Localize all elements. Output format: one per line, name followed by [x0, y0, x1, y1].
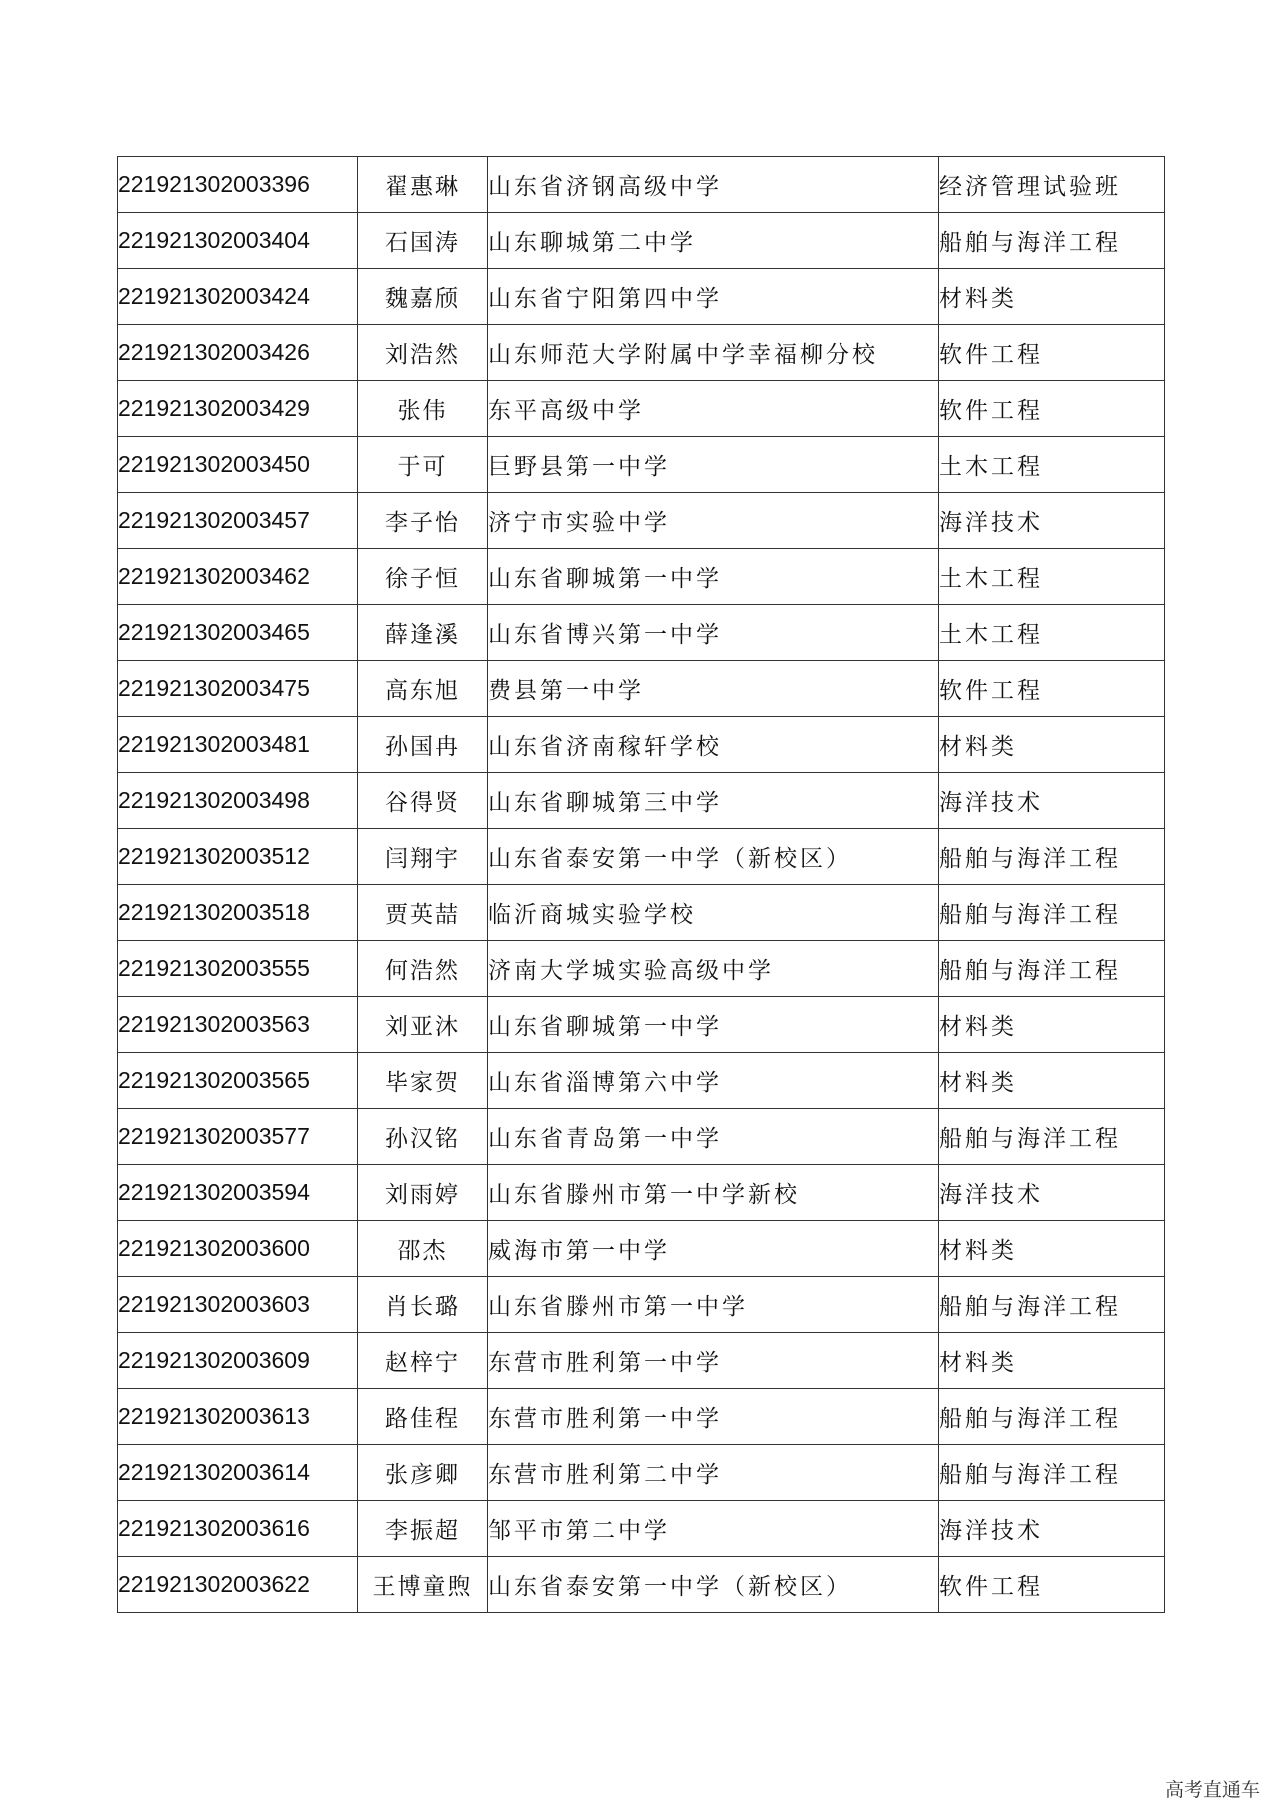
candidate-id-cell: 221921302003609	[118, 1333, 358, 1389]
student-name-cell: 翟惠琳	[358, 157, 488, 213]
table-row	[118, 661, 1165, 717]
table-row	[118, 1109, 1165, 1165]
school-name-cell: 临沂商城实验学校	[488, 885, 939, 941]
candidate-id-cell: 221921302003498	[118, 773, 358, 829]
candidate-id-cell: 221921302003465	[118, 605, 358, 661]
major-cell: 船舶与海洋工程	[939, 1277, 1165, 1333]
major-cell: 材料类	[939, 1333, 1165, 1389]
table-row	[118, 1445, 1165, 1501]
candidate-id-cell: 221921302003518	[118, 885, 358, 941]
table-row	[118, 1165, 1165, 1221]
school-name-cell: 山东省聊城第三中学	[488, 773, 939, 829]
school-name-cell: 山东省济钢高级中学	[488, 157, 939, 213]
student-name-cell: 刘亚沐	[358, 997, 488, 1053]
candidate-id-cell: 221921302003622	[118, 1557, 358, 1613]
candidate-id-cell: 221921302003614	[118, 1445, 358, 1501]
candidate-id-cell: 221921302003616	[118, 1501, 358, 1557]
table-row	[118, 773, 1165, 829]
school-name-cell: 东营市胜利第一中学	[488, 1333, 939, 1389]
candidate-id-cell: 221921302003565	[118, 1053, 358, 1109]
major-cell: 经济管理试验班	[939, 157, 1165, 213]
admission-roster-table	[117, 156, 1165, 1613]
major-cell: 土木工程	[939, 549, 1165, 605]
school-name-cell: 山东省泰安第一中学（新校区）	[488, 829, 939, 885]
student-name-cell: 孙汉铭	[358, 1109, 488, 1165]
major-cell: 船舶与海洋工程	[939, 213, 1165, 269]
student-name-cell: 李子怡	[358, 493, 488, 549]
major-cell: 海洋技术	[939, 773, 1165, 829]
student-name-cell: 于可	[358, 437, 488, 493]
candidate-id-cell: 221921302003426	[118, 325, 358, 381]
table-row	[118, 381, 1165, 437]
school-name-cell: 山东聊城第二中学	[488, 213, 939, 269]
candidate-id-cell: 221921302003555	[118, 941, 358, 997]
school-name-cell: 威海市第一中学	[488, 1221, 939, 1277]
candidate-id-cell: 221921302003396	[118, 157, 358, 213]
major-cell: 材料类	[939, 1221, 1165, 1277]
candidate-id-cell: 221921302003462	[118, 549, 358, 605]
table-row	[118, 213, 1165, 269]
student-name-cell: 高东旭	[358, 661, 488, 717]
student-name-cell: 魏嘉颀	[358, 269, 488, 325]
major-cell: 软件工程	[939, 1557, 1165, 1613]
table-row	[118, 1277, 1165, 1333]
school-name-cell: 东营市胜利第一中学	[488, 1389, 939, 1445]
school-name-cell: 东营市胜利第二中学	[488, 1445, 939, 1501]
student-name-cell: 张彦卿	[358, 1445, 488, 1501]
table-row	[118, 1333, 1165, 1389]
student-name-cell: 刘雨婷	[358, 1165, 488, 1221]
student-name-cell: 路佳程	[358, 1389, 488, 1445]
student-name-cell: 徐子恒	[358, 549, 488, 605]
major-cell: 土木工程	[939, 605, 1165, 661]
major-cell: 船舶与海洋工程	[939, 1109, 1165, 1165]
table-row	[118, 717, 1165, 773]
student-name-cell: 李振超	[358, 1501, 488, 1557]
candidate-id-cell: 221921302003577	[118, 1109, 358, 1165]
table-row	[118, 1501, 1165, 1557]
major-cell: 海洋技术	[939, 1165, 1165, 1221]
candidate-id-cell: 221921302003429	[118, 381, 358, 437]
roster-table-body	[118, 157, 1165, 1613]
table-row	[118, 1557, 1165, 1613]
school-name-cell: 山东省滕州市第一中学	[488, 1277, 939, 1333]
major-cell: 材料类	[939, 1053, 1165, 1109]
major-cell: 船舶与海洋工程	[939, 885, 1165, 941]
major-cell: 船舶与海洋工程	[939, 1389, 1165, 1445]
major-cell: 软件工程	[939, 325, 1165, 381]
table-row	[118, 941, 1165, 997]
student-name-cell: 王博童煦	[358, 1557, 488, 1613]
student-name-cell: 肖长璐	[358, 1277, 488, 1333]
student-name-cell: 石国涛	[358, 213, 488, 269]
major-cell: 软件工程	[939, 381, 1165, 437]
school-name-cell: 山东师范大学附属中学幸福柳分校	[488, 325, 939, 381]
student-name-cell: 贾英喆	[358, 885, 488, 941]
student-name-cell: 赵梓宁	[358, 1333, 488, 1389]
major-cell: 材料类	[939, 997, 1165, 1053]
candidate-id-cell: 221921302003603	[118, 1277, 358, 1333]
major-cell: 材料类	[939, 717, 1165, 773]
school-name-cell: 山东省滕州市第一中学新校	[488, 1165, 939, 1221]
candidate-id-cell: 221921302003512	[118, 829, 358, 885]
table-row	[118, 269, 1165, 325]
school-name-cell: 巨野县第一中学	[488, 437, 939, 493]
table-row	[118, 829, 1165, 885]
candidate-id-cell: 221921302003404	[118, 213, 358, 269]
school-name-cell: 山东省博兴第一中学	[488, 605, 939, 661]
school-name-cell: 费县第一中学	[488, 661, 939, 717]
student-name-cell: 谷得贤	[358, 773, 488, 829]
major-cell: 海洋技术	[939, 1501, 1165, 1557]
student-name-cell: 毕家贺	[358, 1053, 488, 1109]
candidate-id-cell: 221921302003600	[118, 1221, 358, 1277]
table-row	[118, 549, 1165, 605]
school-name-cell: 山东省济南稼轩学校	[488, 717, 939, 773]
table-row	[118, 885, 1165, 941]
student-name-cell: 张伟	[358, 381, 488, 437]
table-row	[118, 605, 1165, 661]
table-row	[118, 997, 1165, 1053]
school-name-cell: 山东省聊城第一中学	[488, 549, 939, 605]
table-row	[118, 493, 1165, 549]
school-name-cell: 济南大学城实验高级中学	[488, 941, 939, 997]
candidate-id-cell: 221921302003457	[118, 493, 358, 549]
student-name-cell: 薛逢溪	[358, 605, 488, 661]
school-name-cell: 山东省青岛第一中学	[488, 1109, 939, 1165]
school-name-cell: 邹平市第二中学	[488, 1501, 939, 1557]
school-name-cell: 山东省淄博第六中学	[488, 1053, 939, 1109]
school-name-cell: 山东省泰安第一中学（新校区）	[488, 1557, 939, 1613]
candidate-id-cell: 221921302003563	[118, 997, 358, 1053]
candidate-id-cell: 221921302003450	[118, 437, 358, 493]
student-name-cell: 闫翔宇	[358, 829, 488, 885]
school-name-cell: 东平高级中学	[488, 381, 939, 437]
candidate-id-cell: 221921302003613	[118, 1389, 358, 1445]
candidate-id-cell: 221921302003594	[118, 1165, 358, 1221]
student-name-cell: 邵杰	[358, 1221, 488, 1277]
candidate-id-cell: 221921302003424	[118, 269, 358, 325]
major-cell: 材料类	[939, 269, 1165, 325]
student-name-cell: 孙国冉	[358, 717, 488, 773]
table-row	[118, 1053, 1165, 1109]
table-row	[118, 325, 1165, 381]
major-cell: 船舶与海洋工程	[939, 829, 1165, 885]
watermark-text: 高考直通车	[1164, 1779, 1260, 1801]
major-cell: 软件工程	[939, 661, 1165, 717]
major-cell: 船舶与海洋工程	[939, 941, 1165, 997]
school-name-cell: 山东省宁阳第四中学	[488, 269, 939, 325]
table-row	[118, 157, 1165, 213]
candidate-id-cell: 221921302003475	[118, 661, 358, 717]
student-name-cell: 何浩然	[358, 941, 488, 997]
major-cell: 海洋技术	[939, 493, 1165, 549]
candidate-id-cell: 221921302003481	[118, 717, 358, 773]
school-name-cell: 济宁市实验中学	[488, 493, 939, 549]
major-cell: 船舶与海洋工程	[939, 1445, 1165, 1501]
table-row	[118, 1221, 1165, 1277]
table-row	[118, 437, 1165, 493]
major-cell: 土木工程	[939, 437, 1165, 493]
school-name-cell: 山东省聊城第一中学	[488, 997, 939, 1053]
student-name-cell: 刘浩然	[358, 325, 488, 381]
table-row	[118, 1389, 1165, 1445]
